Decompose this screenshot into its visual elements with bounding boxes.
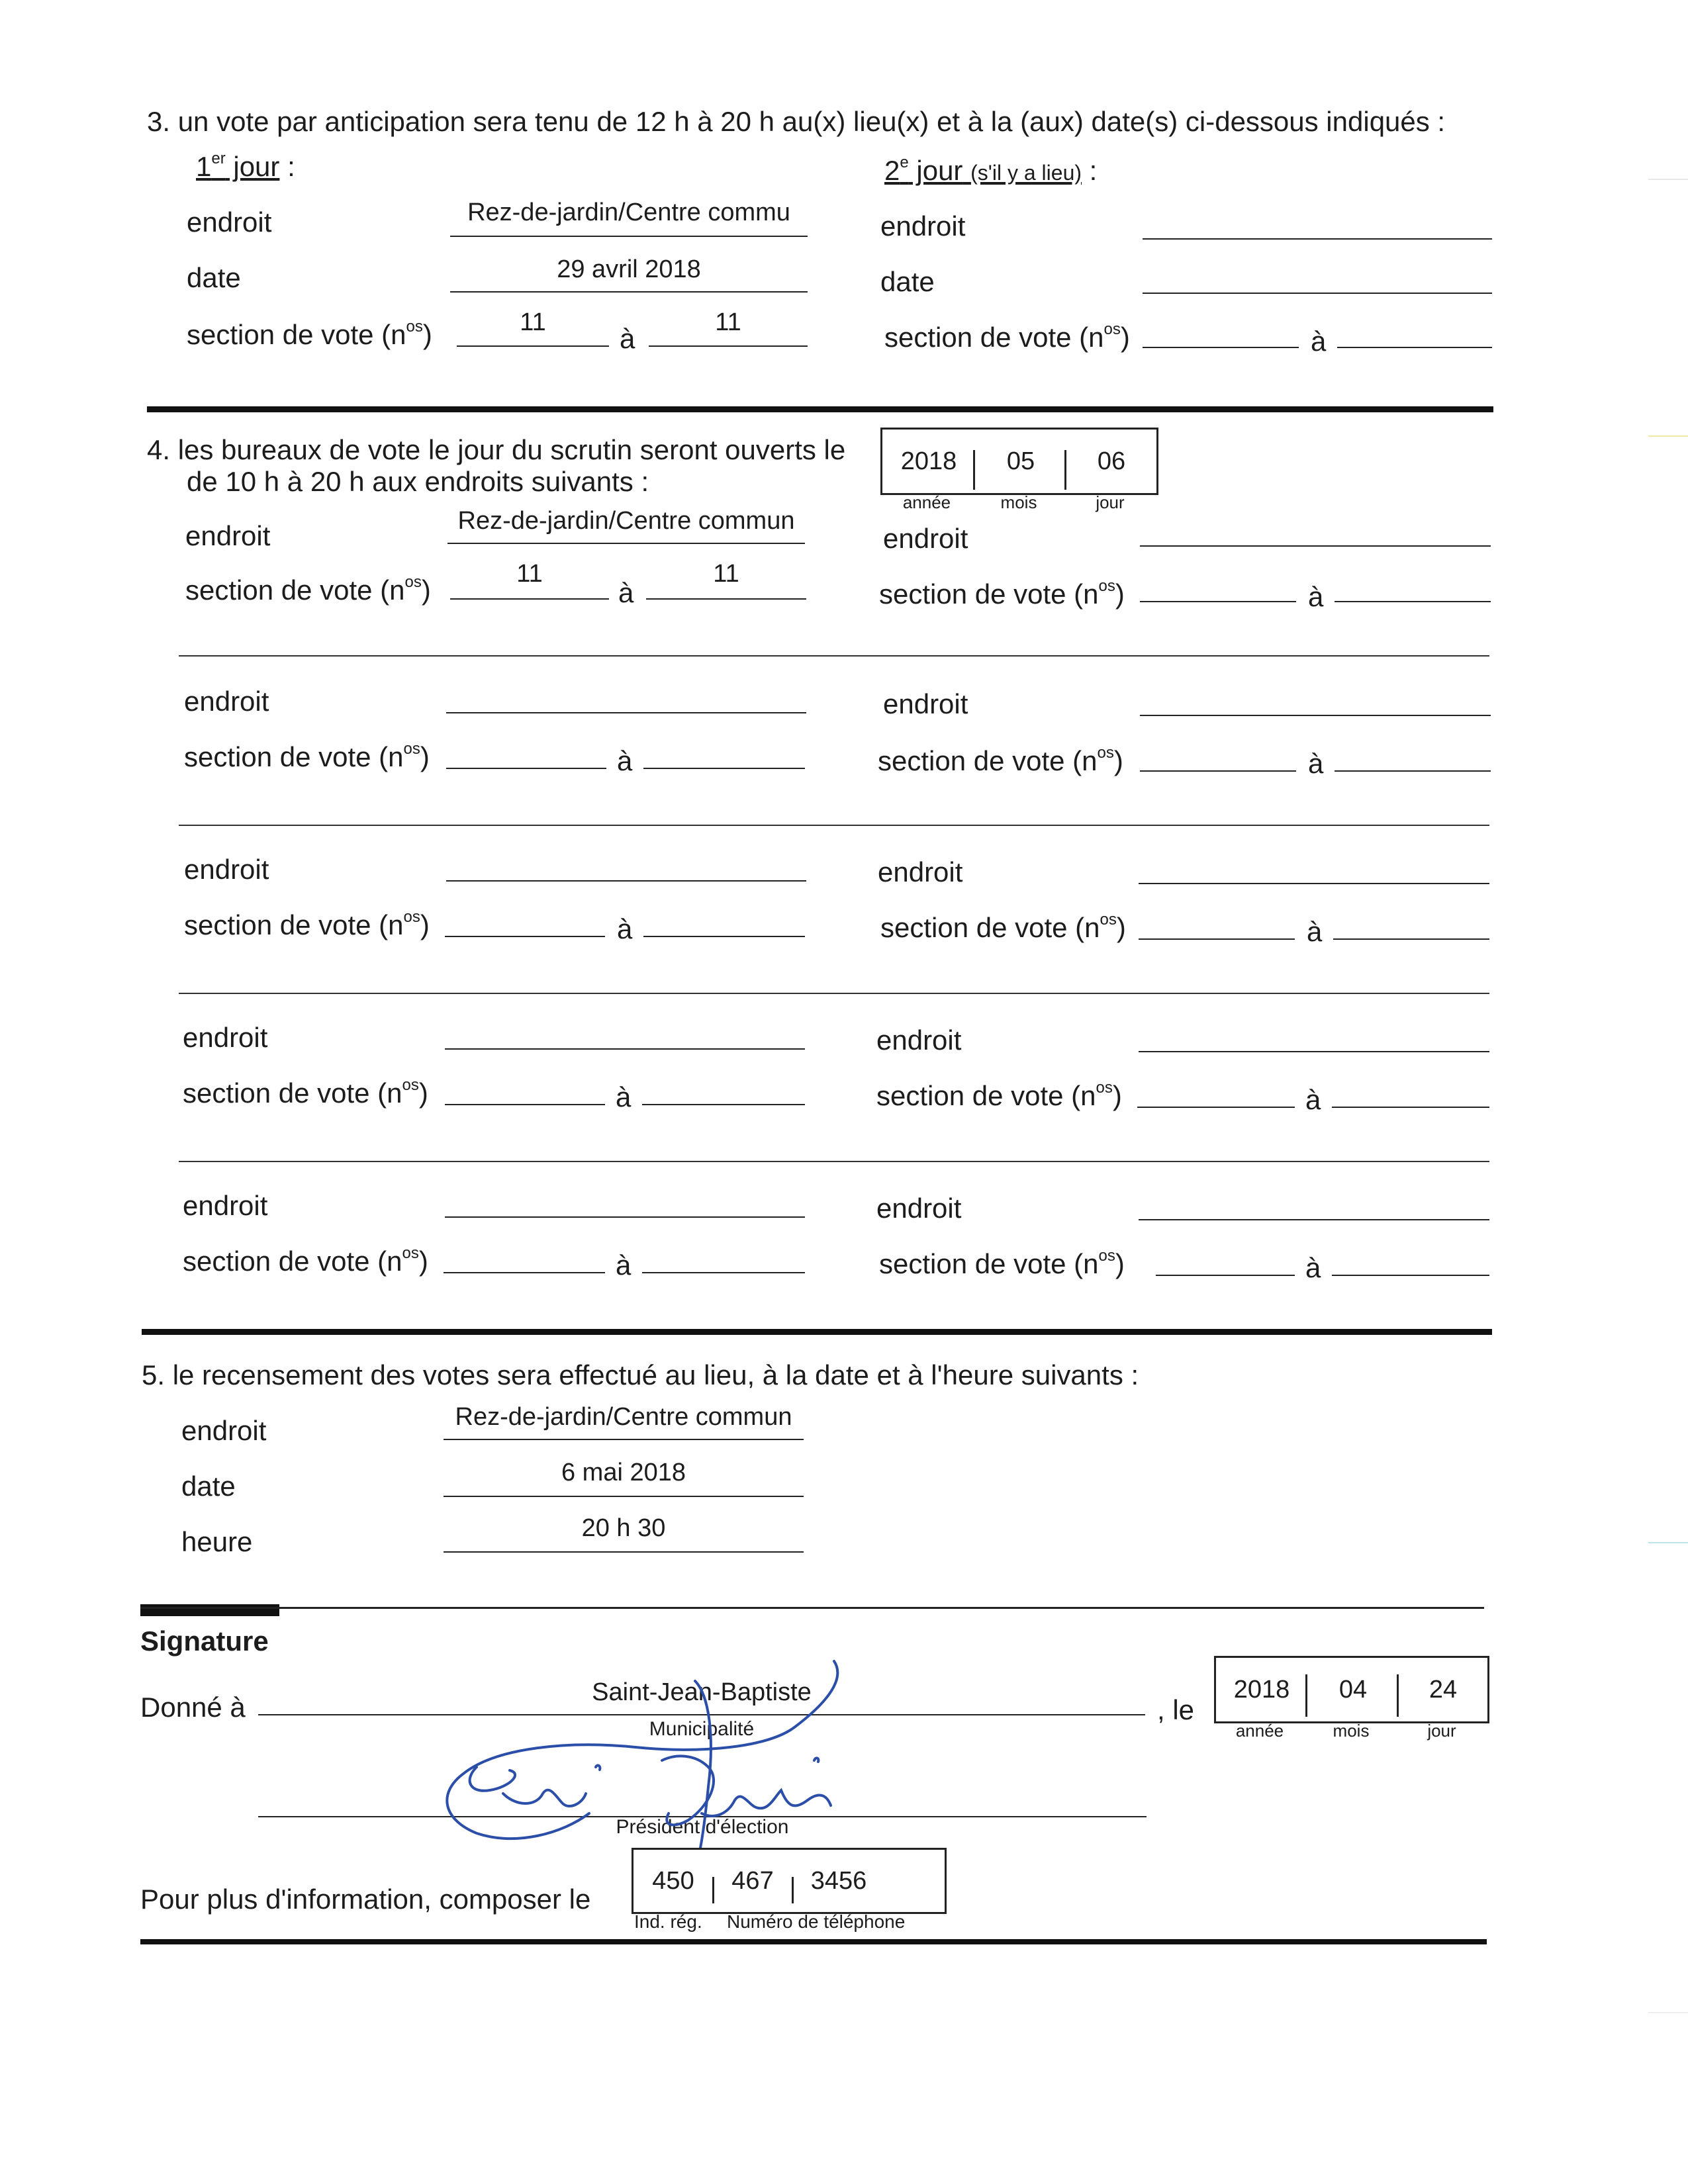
s4-b2-a: à	[617, 745, 633, 776]
s4-b3r-to-line[interactable]	[1333, 938, 1489, 940]
s5-date-value[interactable]: 6 mai 2018	[561, 1459, 686, 1486]
sig-sep-1	[1305, 1674, 1307, 1717]
s4-b5-to-line[interactable]	[642, 1272, 805, 1273]
s4-b2-endroit-label: endroit	[184, 686, 269, 717]
s5-heure-value[interactable]: 20 h 30	[581, 1514, 666, 1542]
phone-area: 450	[652, 1866, 694, 1895]
sig-day-label: jour	[1427, 1721, 1456, 1741]
s3-endroit-line	[450, 236, 808, 237]
s4-b1r-to-line[interactable]	[1335, 601, 1491, 602]
sig-day: 24	[1429, 1675, 1458, 1704]
s4-rule-1	[179, 655, 1489, 657]
s4-b4r-from-line[interactable]	[1137, 1107, 1295, 1108]
donne-label: Donné à	[140, 1692, 246, 1723]
s5-heure-line	[444, 1551, 804, 1553]
phone-sep-1	[712, 1877, 714, 1903]
s4-b3-to-line[interactable]	[643, 936, 805, 937]
president-caption: Président d'élection	[616, 1816, 789, 1838]
s4-b1-endroit-label: endroit	[185, 520, 271, 551]
s4-b5r-to-line[interactable]	[1332, 1275, 1489, 1276]
s4-b3-section-label: section de vote $(n^{os})$	[184, 908, 430, 940]
info-label: Pour plus d'information, composer le	[140, 1884, 591, 1915]
s3-to-value[interactable]: 11	[715, 308, 741, 336]
s4-b4r-endroit-line[interactable]	[1139, 1051, 1489, 1052]
s4-b1-to-line	[646, 598, 806, 600]
s4-b4-to-line[interactable]	[642, 1104, 805, 1105]
s4-b4-section-label: section de vote $(n^{os})$	[183, 1076, 428, 1109]
s4-b1r-endroit-line[interactable]	[1140, 545, 1491, 547]
divider-s3	[147, 406, 1493, 412]
place-caption: Municipalité	[649, 1718, 755, 1740]
s4-b4-endroit-label: endroit	[183, 1022, 268, 1053]
s4-day-label: jour	[1096, 492, 1125, 512]
s4-b1r-endroit-label: endroit	[883, 523, 968, 554]
s4-b5r-from-line[interactable]	[1156, 1275, 1295, 1276]
s4-b1-endroit-value[interactable]: Rez-de-jardin/Centre commun	[457, 507, 795, 535]
s4-sep-2	[1064, 450, 1066, 490]
divider-s4	[142, 1329, 1492, 1335]
s4-b3r-section-label: section de vote $(n^{os})$	[880, 911, 1126, 943]
s4-b4r-a: à	[1305, 1084, 1321, 1115]
s3-from-line	[457, 345, 609, 347]
phone-line: 3456	[810, 1866, 867, 1895]
s4-b2r-a: à	[1308, 748, 1324, 779]
s4-b3-from-line[interactable]	[445, 936, 605, 937]
s4-b5-section-label: section de vote $(n^{os})$	[183, 1244, 428, 1277]
sig-month-label: mois	[1333, 1721, 1370, 1741]
s4-b4r-section-label: section de vote $(n^{os})$	[876, 1079, 1122, 1111]
section5-intro: 5. le recensement des votes sera effectué au lieu, à la date et à l'heure suivants :	[142, 1359, 1139, 1390]
sig-sep-2	[1397, 1674, 1399, 1717]
edge-mark	[1648, 179, 1688, 180]
s4-b2-endroit-line[interactable]	[446, 712, 806, 713]
section3-intro: 3. un vote par anticipation sera tenu de 12 h à 20 h au(x) lieu(x) et à la (aux) date(s) ci-dessous indiqués :	[147, 106, 1446, 137]
s4-b2-from-line[interactable]	[446, 768, 606, 769]
s4-b1r-a: à	[1308, 581, 1324, 612]
s3-right-endroit-line[interactable]	[1143, 238, 1492, 240]
s4-b4r-to-line[interactable]	[1332, 1107, 1489, 1108]
s5-heure-label: heure	[181, 1526, 253, 1557]
s3-right-from-line[interactable]	[1143, 347, 1299, 348]
s4-b1-from-value[interactable]: 11	[516, 560, 543, 588]
section4-intro-1: 4. les bureaux de vote le jour du scrutin seront ouverts le	[147, 434, 846, 465]
s4-b3r-endroit-line[interactable]	[1139, 883, 1489, 884]
s5-endroit-line	[444, 1439, 804, 1440]
s3-a-label: à	[620, 323, 635, 354]
s4-b1-endroit-line	[447, 543, 805, 544]
s4-b4r-endroit-label: endroit	[876, 1024, 962, 1056]
signature-tab	[140, 1604, 279, 1616]
s3-right-to-line[interactable]	[1337, 347, 1492, 348]
s4-b5-a: à	[616, 1250, 632, 1281]
sig-year: 2018	[1233, 1675, 1290, 1704]
s4-b1-section-label: section de vote $(n^{os})$	[185, 573, 431, 606]
phone-area-label: Ind. rég.	[634, 1911, 702, 1932]
edge-mark	[1648, 435, 1688, 437]
phone-prefix: 467	[731, 1866, 774, 1895]
s4-b3-a: à	[617, 913, 633, 944]
s5-date-label: date	[181, 1471, 236, 1502]
s4-b2r-endroit-label: endroit	[883, 688, 968, 719]
s4-b2r-from-line[interactable]	[1140, 770, 1296, 772]
s4-month: 05	[1006, 447, 1035, 475]
s5-endroit-label: endroit	[181, 1415, 267, 1446]
edge-mark	[1648, 2012, 1688, 2013]
s3-endroit-value[interactable]: Rez-de-jardin/Centre commu	[467, 199, 790, 226]
s4-b3r-from-line[interactable]	[1139, 938, 1295, 940]
s4-b5r-a: à	[1305, 1252, 1321, 1283]
s4-rule-3	[179, 993, 1489, 994]
divider-bottom	[140, 1939, 1487, 1944]
s4-rule-2	[179, 825, 1489, 826]
signature-rule	[140, 1607, 1484, 1609]
s4-b4-from-line[interactable]	[445, 1104, 605, 1105]
s4-b2r-section-label: section de vote $(n^{os})$	[878, 744, 1123, 776]
le-label: , le	[1157, 1694, 1195, 1725]
s4-sep-1	[973, 450, 975, 490]
s3-right-a-label: à	[1311, 326, 1327, 357]
s4-b4-endroit-line[interactable]	[445, 1048, 805, 1050]
s4-b3-endroit-label: endroit	[184, 854, 269, 885]
s5-date-line	[444, 1496, 804, 1497]
s4-b2r-endroit-line[interactable]	[1140, 715, 1491, 716]
s4-b5-endroit-line[interactable]	[445, 1216, 805, 1218]
s4-b2-section-label: section de vote $(n^{os})$	[184, 740, 430, 772]
s4-b1r-section-label: section de vote $(n^{os})$	[879, 577, 1125, 610]
phone-sep-2	[792, 1877, 794, 1903]
s3-right-endroit-label: endroit	[880, 210, 966, 242]
s4-date-box[interactable]	[880, 428, 1158, 495]
s4-b5-from-line[interactable]	[444, 1272, 605, 1273]
s4-b5r-section-label: section de vote $(n^{os})$	[879, 1247, 1125, 1279]
s3-endroit-label: endroit	[187, 206, 272, 238]
s4-year-label: année	[902, 492, 951, 512]
s4-month-label: mois	[1000, 492, 1037, 512]
s4-b2-to-line[interactable]	[643, 768, 805, 769]
s3-right-section-label: section de vote $(n^{os})$	[884, 320, 1130, 353]
s3-from-value[interactable]: 11	[520, 308, 546, 336]
phone-number-label: Numéro de téléphone	[727, 1911, 906, 1932]
s3-to-line	[649, 345, 808, 347]
phone-box[interactable]	[632, 1848, 947, 1914]
s4-b3-endroit-line[interactable]	[446, 880, 806, 882]
sig-year-label: année	[1235, 1721, 1284, 1741]
s4-b2r-to-line[interactable]	[1335, 770, 1491, 772]
s4-b5r-endroit-label: endroit	[876, 1193, 962, 1224]
s4-b5-endroit-label: endroit	[183, 1190, 268, 1221]
s4-b1r-from-line[interactable]	[1140, 601, 1296, 602]
s5-endroit-value[interactable]: Rez-de-jardin/Centre commun	[455, 1403, 792, 1431]
s4-b1-a: à	[618, 577, 634, 608]
s4-b1-to-value[interactable]: 11	[713, 560, 739, 588]
place-value[interactable]: Saint-Jean-Baptiste	[592, 1678, 812, 1706]
s3-date-label: date	[187, 262, 241, 293]
sig-month: 04	[1338, 1675, 1368, 1704]
signature-title: Signature	[140, 1625, 269, 1657]
signature-date-box[interactable]	[1214, 1656, 1489, 1723]
day1-heading: 1er jour :	[196, 150, 295, 182]
s4-b4-a: à	[616, 1081, 632, 1113]
s4-b3r-a: à	[1307, 916, 1323, 947]
s4-b3r-endroit-label: endroit	[878, 856, 963, 887]
s3-date-line	[450, 291, 808, 293]
s3-section-label: section de vote $(n^{os})$	[187, 318, 432, 350]
section4-intro-2: de 10 h à 20 h aux endroits suivants :	[187, 466, 649, 497]
s4-day: 06	[1097, 447, 1126, 475]
s3-right-date-line[interactable]	[1143, 293, 1492, 294]
day2-heading: 2e jour (s'il y a lieu) :	[884, 154, 1098, 186]
s3-right-date-label: date	[880, 266, 935, 297]
s4-b5r-endroit-line[interactable]	[1139, 1219, 1489, 1220]
s4-b1-from-line	[450, 598, 609, 600]
s4-rule-4	[179, 1161, 1489, 1162]
edge-mark	[1648, 1542, 1688, 1543]
s4-year: 2018	[900, 447, 957, 475]
s3-date-value[interactable]: 29 avril 2018	[557, 255, 701, 283]
handwritten-signature	[424, 1655, 927, 1880]
